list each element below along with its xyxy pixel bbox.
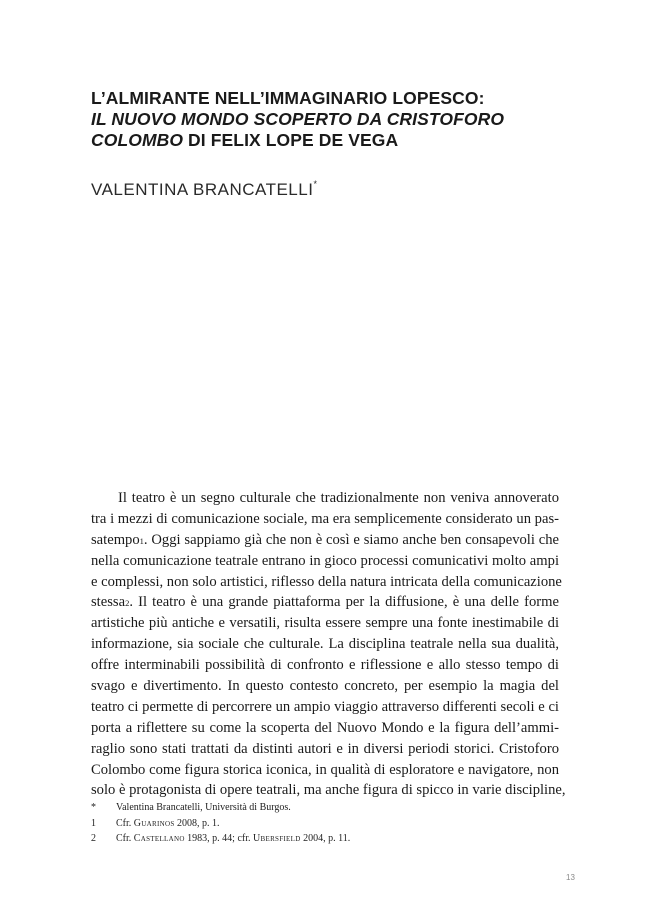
author-name-text: VALENTINA BRANCATELLI <box>91 180 314 199</box>
body-line: porta a riflettere su come la scoperta del Nuovo Mondo e la figura dell’ammi- <box>91 719 559 736</box>
author-footnote-mark: * <box>313 179 318 189</box>
title-line-3 <box>91 130 571 151</box>
body-line: artistiche più antiche e versatili, risulta essere sempre una fonte inestimabile di <box>91 615 559 632</box>
title-line-1: L’ALMIRANTE NELL’IMMAGINARIO LOPESCO: <box>91 88 485 108</box>
footnotes <box>91 800 559 847</box>
author-name <box>91 180 317 200</box>
title-italic-part-1: IL NUOVO MONDO SCOPERTO DA CRISTOFORO <box>91 109 505 129</box>
cited-author: Guarinos <box>133 817 175 829</box>
footnote-text-fragment: 2008, p. 1. <box>174 817 220 829</box>
body-line: Il teatro è un segno culturale che tradizionalmente non veniva annoverato <box>118 490 559 506</box>
cited-author: Ubersfield <box>253 833 301 845</box>
footnote-ref-2: 2 <box>125 598 130 609</box>
title-line-2 <box>91 109 571 130</box>
footnote-text <box>116 831 350 847</box>
body-line: tra i mezzi di comunicazione sociale, ma era semplicemente considerato un pas- <box>91 510 559 527</box>
body-line: raglio sono stati trattati da distinti autori e in diversi periodi storici. Cristoforo <box>91 740 559 757</box>
body-line: nella comunicazione teatrale entrano in gioco processi comunicativi molto ampi <box>91 552 559 569</box>
footnote-1 <box>91 816 559 832</box>
title-italic-part-2: COLOMBO <box>91 130 184 150</box>
footnote-mark: 1 <box>91 817 96 829</box>
body-text-fragment: stessa <box>91 594 126 611</box>
cited-author: Castellano <box>133 833 185 845</box>
body-line <box>91 530 559 551</box>
footnote-mark: 2 <box>91 833 96 845</box>
footnote-mark: * <box>91 802 96 813</box>
article-title <box>91 88 571 151</box>
body-line: svago e divertimento. In questo contesto concreto, per esempio la magia del <box>91 678 559 695</box>
footnote-ref-1: 1 <box>139 535 144 546</box>
body-paragraph <box>91 488 566 801</box>
body-line: solo è protagonista di opere teatrali, ma anche figura di spicco in varie discipline, <box>91 782 566 799</box>
body-text-fragment: satempo <box>91 531 140 548</box>
body-line: informazione, sia sociale che culturale. La disciplina teatrale nella sua dualità, <box>91 636 559 653</box>
title-line-3-rest: DI FELIX LOPE DE VEGA <box>183 130 399 150</box>
body-line <box>91 592 559 613</box>
body-line: offre interminabili possibilità di confronto e riflessione e allo stesso tempo di <box>91 657 559 674</box>
body-text-fragment: . Il teatro è una grande piattaforma per la diffusione, è una delle forme <box>129 594 559 611</box>
body-line: teatro ci permette di percorrere un ampio viaggio attraverso differenti secoli e ci <box>91 698 559 715</box>
footnote-author <box>91 800 559 816</box>
body-line: Colombo come figura storica iconica, in qualità di esploratore e navigatore, non <box>91 761 559 778</box>
footnote-2 <box>91 831 559 847</box>
footnote-text: Valentina Brancatelli, Università di Burgos. <box>116 802 291 813</box>
footnote-text-fragment: 1983, p. 44; cfr. <box>184 833 253 845</box>
body-line: e complessi, non solo artistici, riflesso della natura intricata della comunicazione <box>91 573 562 590</box>
body-text-fragment: . Oggi sappiamo già che non è così e siamo anche ben consapevoli che <box>143 531 559 548</box>
footnote-text-fragment: Cfr. <box>116 817 134 829</box>
footnote-text <box>116 816 220 832</box>
footnote-text-fragment: 2004, p. 11. <box>300 833 351 845</box>
page-number: 13 <box>566 873 575 882</box>
footnote-text-fragment: Cfr. <box>116 833 134 845</box>
